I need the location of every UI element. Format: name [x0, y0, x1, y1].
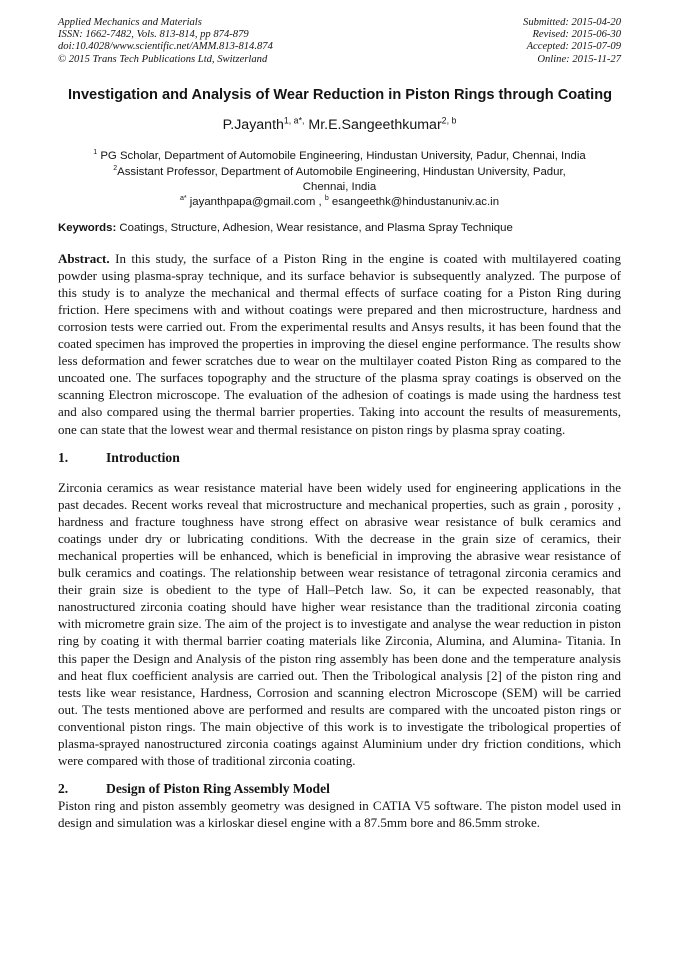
authors-line: [58, 117, 621, 134]
email-a-superscript: a*: [179, 195, 187, 203]
doi-line: doi:10.4028/www.scientific.net/AMM.813-814.874: [58, 41, 273, 53]
paper-title: Investigation and Analysis of Wear Reduction in Piston Rings through Coating: [67, 86, 613, 103]
accepted-date: Accepted: 2015-07-09: [526, 41, 621, 53]
submission-dates: [523, 17, 621, 66]
affiliations-block: [58, 149, 621, 210]
affiliation-1-superscript: 1: [93, 149, 98, 157]
journal-header: [58, 17, 621, 66]
section-2-number: 2.: [58, 781, 69, 797]
issn-line: ISSN: 1662-7482, Vols. 813-814, pp 874-879: [58, 29, 249, 41]
section-1-body: Zirconia ceramics as wear resistance material have been widely used for engineering applications in the past decades. Recent works reveal that microstructure and mechanical properties, such as grain , porosity , hardness and fracture toughness have strong effect on abrasive wear resistance of bulk ceramics and coatings under dry or lubricating conditions. With the decrease in the grain size of ceramics, their mechanical properties will be enhanced, which is beneficial in improving the abrasive wear resistance of bulk ceramics and coatings. The relationship between wear resistance of tetragonal zirconia ceramics and their grain size is obedient to the type of Hall–Petch law. So, it can be expected reasonably, that nanostructured zirconia coating should have higher wear resistance than the traditional zirconia coating with micrometre grain size. The aim of the project is to investigate and analyse the wear reduction in piston ring by coating it with thermal barrier coating materials like Zirconia, Alumina, and Alumina- Titania. In this paper the Design and Analysis of the piston ring assembly has been done and the temperature analysis and heat flux coefficient analysis are carried out. Then the Tribological analysis [2] of the piston ring and tests like wear resistance, Hardness, Corrosion and scanning electron Microscope (SEM) will be carried out. The tests mentioned above are performed and results are compared with the uncoated piston rings or conventional piston rings. The main objective of this work is to investigate the tribological properties of plasma-sprayed nanostructured zirconia coatings against Aluminium under dry friction conditions, which were compared with those of traditional zirconia coating.: [58, 479, 621, 769]
author-1-superscript: 1, a*,: [283, 115, 305, 126]
abstract-paragraph: [58, 250, 621, 438]
affiliation-2-superscript: 2: [113, 164, 118, 172]
affiliation-2-text: Assistant Professor, Department of Automobile Engineering, Hindustan University, Padur,: [117, 165, 566, 178]
copyright-line: © 2015 Trans Tech Publications Ltd, Switzerland: [58, 53, 268, 65]
keywords-text: Coatings, Structure, Adhesion, Wear resistance, and Plasma Spray Technique: [116, 221, 513, 234]
section-1-heading: [58, 449, 621, 466]
affiliation-3-text: Chennai, India: [302, 181, 377, 193]
section-2-heading: [58, 780, 621, 797]
keywords-label: Keywords:: [58, 221, 117, 234]
revised-date: Revised: 2015-06-30: [532, 29, 621, 41]
keywords-line: [58, 221, 621, 235]
affiliation-line-2: [58, 165, 621, 180]
email-b-superscript: b: [324, 195, 329, 203]
abstract-text: In this study, the surface of a Piston Ring in the engine is coated with multilayered coating powder using plasma-spray technique, and its surface behavior is subsequently analyzed. The purpose of this study is to analyze the mechanical and thermal effects of surface coating for a Piston Ring during friction. Here specimens with and without coatings were prepared and then microstructure, hardness and corrosion tests were carried out. From the experimental results and Ansys results, it has been found that the coated specimen has improved the properties in improving the diesel engine performance. The results show less deformation and fewer scratches due to wear on the multilayer coated Piston Ring as compared to the uncoated one. The surfaces topography and the structure of the plasma spray coatings is observed on the scanning Electron microscope. The evaluation of the adhesion of coatings is made using the hardness test and also compared using the thermal barrier properties. Taking into account the results of measurements, one can state that the lowest wear and thermal resistance on piston rings by plasma spray coating.: [58, 250, 621, 437]
journal-title-line: Applied Mechanics and Materials: [58, 17, 202, 28]
submitted-date: Submitted: 2015-04-20: [523, 17, 621, 28]
author-1-name: P.Jayanth: [222, 117, 284, 134]
abstract-label: Abstract.: [58, 250, 110, 266]
affiliation-1-text: PG Scholar, Department of Automobile Engineering, Hindustan University, Padur, Chennai, India: [97, 150, 586, 163]
online-date: Online: 2015-11-27: [537, 53, 621, 65]
section-1-number: 1.: [58, 449, 69, 465]
author-2-name: Mr.E.Sangeethkumar: [304, 117, 442, 134]
affiliation-line-3: [58, 180, 621, 195]
emails-line: [58, 195, 621, 210]
section-2-body: Piston ring and piston assembly geometry was designed in CATIA V5 software. The piston model used in design and simulation was a kirloskar diesel engine with a 87.5mm bore and 86.5mm stroke.: [58, 798, 621, 831]
author-2-superscript: 2, b: [441, 115, 457, 126]
section-1-title: Introduction: [106, 449, 180, 465]
email-b-text: esangeethk@hindustanuniv.ac.in: [328, 196, 500, 209]
journal-info: [58, 17, 273, 66]
affiliation-line-1: [58, 149, 621, 164]
email-a-text: jayanthpapa@gmail.com ,: [186, 196, 325, 209]
section-2-title: Design of Piston Ring Assembly Model: [106, 781, 330, 797]
